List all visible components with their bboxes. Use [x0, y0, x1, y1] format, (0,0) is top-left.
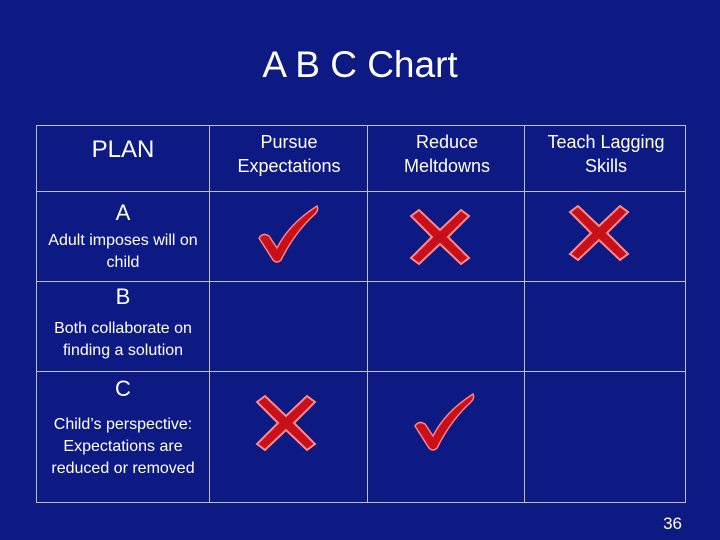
row-letter-c: C: [115, 376, 131, 401]
row-divider: [37, 281, 685, 282]
slide-title: A B C Chart: [262, 44, 458, 85]
row-letter-a: A: [115, 200, 131, 225]
column-divider: [367, 126, 368, 502]
row-divider: [37, 371, 685, 372]
abc-table: [36, 125, 686, 503]
row-letter-b: B: [115, 284, 131, 309]
row-description-a: Adult imposes will on child: [48, 232, 198, 271]
column-divider: [209, 126, 210, 502]
x-icon: [405, 206, 475, 268]
row-description-b: Both collaborate on finding a solution: [54, 320, 192, 359]
corner-header: PLAN: [91, 136, 155, 163]
x-icon: [251, 392, 321, 454]
column-header-teach: Teach Lagging Skills: [547, 132, 665, 176]
x-icon: [564, 202, 634, 264]
check-icon: [253, 204, 323, 266]
check-icon: [409, 392, 479, 454]
row-description-c: Child’s perspective: Expectations are reduced or removed: [51, 416, 195, 477]
row-divider: [37, 191, 685, 192]
column-header-pursue: Pursue Expectations: [237, 132, 341, 176]
page-number: 36: [663, 514, 682, 533]
column-header-reduce: Reduce Meltdowns: [403, 132, 491, 176]
column-divider: [524, 126, 525, 502]
